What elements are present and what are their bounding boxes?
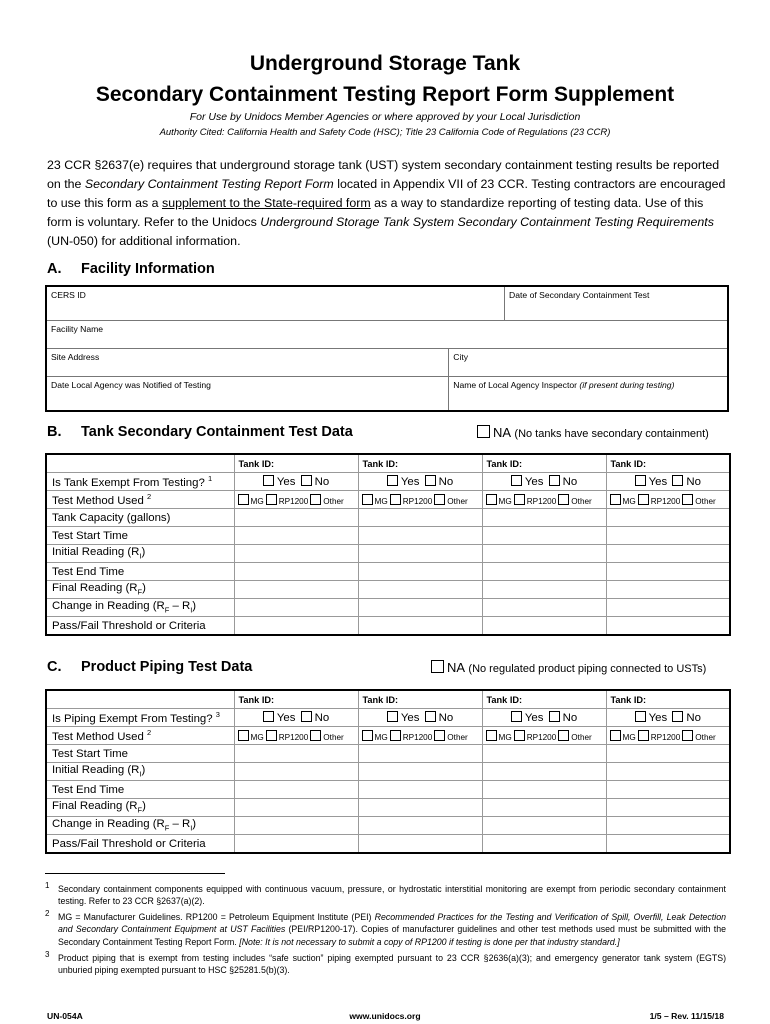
page-number: 1/5 – Rev. 11/15/18	[649, 1011, 724, 1021]
cers-id-field[interactable]: CERS ID	[46, 286, 505, 320]
tank-id-4[interactable]: Tank ID:	[606, 454, 730, 473]
city-field[interactable]: City	[449, 348, 728, 376]
row-label-capacity: Tank Capacity (gallons)	[46, 509, 234, 527]
row-label-start: Test Start Time	[46, 527, 234, 545]
input-cell[interactable]	[358, 581, 482, 599]
tank-id-4[interactable]: Tank ID:	[606, 690, 730, 709]
input-cell[interactable]	[234, 599, 358, 617]
method-cell[interactable]: MG RP1200 Other	[482, 491, 606, 509]
input-cell[interactable]	[234, 781, 358, 799]
input-cell[interactable]	[606, 599, 730, 617]
input-cell[interactable]	[482, 617, 606, 636]
footnote-2: 2 MG = Manufacturer Guidelines. RP1200 = Petroleum Equipment Institute (PEI) Recommended Practices for the Testing and Verification of Spill, Overfill, Leak Detection and Secondary Containment Equipment at UST Facilities (PEI/RP1200-17). Copies of manufacturer guidelines and other test methods used must be submitted with the Secondary Containment Testing Report Form. [Note: It is not necessary to submit a copy of RP1200 if testing is done per that industry standard.]	[45, 909, 726, 947]
na-checkbox[interactable]	[477, 425, 490, 438]
method-cell[interactable]: MG RP1200 Other	[358, 491, 482, 509]
input-cell[interactable]	[358, 817, 482, 835]
row-label-end: Test End Time	[46, 563, 234, 581]
yes-no-cell[interactable]: Yes No	[234, 473, 358, 491]
input-cell[interactable]	[606, 781, 730, 799]
facility-info-table	[45, 285, 729, 412]
facility-name-field[interactable]: Facility Name	[46, 320, 728, 348]
input-cell[interactable]	[358, 509, 482, 527]
form-id: UN-054A	[47, 1011, 83, 1021]
authority-cited: Authority Cited: California Health and Safety Code (HSC); Title 23 California Code of Regulations (23 CCR)	[159, 127, 611, 138]
tank-id-1[interactable]: Tank ID:	[234, 690, 358, 709]
row-label-exempt: Is Piping Exempt From Testing? $^3$	[46, 709, 234, 727]
section-b-na-option[interactable]: NA (No tanks have secondary containment)	[477, 425, 709, 440]
row-label-initial: Initial Reading $(R_I)$	[46, 545, 234, 563]
na-checkbox[interactable]	[431, 660, 444, 673]
input-cell[interactable]	[606, 617, 730, 636]
row-label-end: Test End Time	[46, 781, 234, 799]
yes-no-cell[interactable]: Yes No	[358, 709, 482, 727]
tank-id-1[interactable]: Tank ID:	[234, 454, 358, 473]
input-cell[interactable]	[482, 581, 606, 599]
input-cell[interactable]	[606, 799, 730, 817]
input-cell[interactable]	[482, 781, 606, 799]
piping-test-table	[45, 689, 731, 854]
input-cell[interactable]	[482, 563, 606, 581]
site-address-field[interactable]: Site Address	[46, 348, 449, 376]
website-link[interactable]: www.unidocs.org	[349, 1011, 421, 1021]
inspector-field[interactable]: Name of Local Agency Inspector (if present during testing)	[449, 376, 728, 411]
input-cell[interactable]	[234, 509, 358, 527]
intro-paragraph: 23 CCR §2637(e) requires that underground storage tank (UST) system secondary containment testing results be reported on the Secondary Containment Testing Report Form located in Appendix VII of 23 CCR. Testing contractors are encouraged to use this form as a supplement to the State-required form as a way to standardize reporting of testing data. Use of this form is voluntary. Refer to the Unidocs Underground Storage Tank System Secondary Containment Testing Requirements (UN-050) for additional information.	[47, 158, 726, 248]
input-cell[interactable]	[482, 763, 606, 781]
tank-id-2[interactable]: Tank ID:	[358, 454, 482, 473]
row-label-final: Final Reading $(R_F)$	[46, 581, 234, 599]
input-cell[interactable]	[358, 599, 482, 617]
input-cell[interactable]	[358, 835, 482, 854]
input-cell[interactable]	[234, 835, 358, 854]
method-cell[interactable]: MG RP1200 Other	[358, 727, 482, 745]
section-a-heading: A. Facility Information	[47, 261, 215, 277]
method-cell[interactable]: MG RP1200 Other	[482, 727, 606, 745]
input-cell[interactable]	[606, 509, 730, 527]
footnote-divider	[45, 873, 225, 874]
row-label-method: Test Method Used $^2$	[46, 491, 234, 509]
yes-no-cell[interactable]: Yes No	[358, 473, 482, 491]
input-cell[interactable]	[482, 817, 606, 835]
input-cell[interactable]	[234, 563, 358, 581]
input-cell[interactable]	[358, 545, 482, 563]
input-cell[interactable]	[482, 835, 606, 854]
notified-date-field[interactable]: Date Local Agency was Notified of Testing	[46, 376, 449, 411]
row-label-initial: Initial Reading $(R_I)$	[46, 763, 234, 781]
input-cell[interactable]	[606, 835, 730, 854]
section-c-heading: C. Product Piping Test Data	[47, 659, 253, 675]
yes-no-cell[interactable]: Yes No	[606, 709, 730, 727]
tank-id-2[interactable]: Tank ID:	[358, 690, 482, 709]
footnote-1: 1 Secondary containment components equipped with continuous vacuum, pressure, or hydrostatic interstitial monitoring are exempt from periodic secondary containment testing. Refer to 23 CCR §2637(a)(2).	[45, 881, 726, 907]
input-cell[interactable]	[482, 745, 606, 763]
row-label-exempt: Is Tank Exempt From Testing? $^1$	[46, 473, 234, 491]
input-cell[interactable]	[606, 745, 730, 763]
method-cell[interactable]: MG RP1200 Other	[606, 727, 730, 745]
input-cell[interactable]	[358, 617, 482, 636]
input-cell[interactable]	[606, 545, 730, 563]
input-cell[interactable]	[606, 817, 730, 835]
usage-note: For Use by Unidocs Member Agencies or where approved by your Local Jurisdiction	[189, 111, 581, 123]
yes-no-cell[interactable]: Yes No	[234, 709, 358, 727]
tank-test-table	[45, 453, 731, 636]
input-cell[interactable]	[358, 799, 482, 817]
input-cell[interactable]	[234, 745, 358, 763]
method-cell[interactable]: MG RP1200 Other	[606, 491, 730, 509]
row-label-start: Test Start Time	[46, 745, 234, 763]
yes-no-cell[interactable]: Yes No	[482, 473, 606, 491]
method-cell[interactable]: MG RP1200 Other	[234, 727, 358, 745]
row-label-final: Final Reading $(R_F)$	[46, 799, 234, 817]
row-label-threshold: Pass/Fail Threshold or Criteria	[46, 617, 234, 636]
footnote-3: 3 Product piping that is exempt from testing includes “safe suction” piping exempted pursuant to 23 CCR §2636(a)(3); and emergency generator tank system (EGTS) unburied piping exempted pursuant to HSC §25281.5(b)(3).	[45, 950, 726, 976]
input-cell[interactable]	[606, 527, 730, 545]
input-cell[interactable]	[234, 527, 358, 545]
input-cell[interactable]	[482, 509, 606, 527]
tank-id-3[interactable]: Tank ID:	[482, 454, 606, 473]
input-cell[interactable]	[606, 581, 730, 599]
tank-id-3[interactable]: Tank ID:	[482, 690, 606, 709]
input-cell[interactable]	[234, 545, 358, 563]
input-cell[interactable]	[482, 545, 606, 563]
row-label-method: Test Method Used $^2$	[46, 727, 234, 745]
input-cell[interactable]	[482, 599, 606, 617]
input-cell[interactable]	[606, 563, 730, 581]
row-label-change: Change in Reading $(R_F - R_I)$	[46, 599, 234, 617]
input-cell[interactable]	[358, 763, 482, 781]
input-cell[interactable]	[234, 763, 358, 781]
input-cell[interactable]	[358, 745, 482, 763]
input-cell[interactable]	[358, 527, 482, 545]
row-label-threshold: Pass/Fail Threshold or Criteria	[46, 835, 234, 854]
method-cell[interactable]: MG RP1200 Other	[234, 491, 358, 509]
section-b-heading: B. Tank Secondary Containment Test Data	[47, 424, 353, 440]
form-title: Underground Storage Tank	[249, 52, 521, 75]
input-cell[interactable]	[234, 581, 358, 599]
form-subtitle-title: Secondary Containment Testing Report Form Supplement	[95, 83, 675, 106]
input-cell[interactable]	[482, 799, 606, 817]
input-cell[interactable]	[234, 817, 358, 835]
row-label-change: Change in Reading $(R_F - R_I)$	[46, 817, 234, 835]
test-date-field[interactable]: Date of Secondary Containment Test	[505, 286, 728, 320]
input-cell[interactable]	[358, 563, 482, 581]
input-cell[interactable]	[234, 617, 358, 636]
yes-no-cell[interactable]: Yes No	[482, 709, 606, 727]
input-cell[interactable]	[606, 763, 730, 781]
yes-no-cell[interactable]: Yes No	[606, 473, 730, 491]
input-cell[interactable]	[358, 781, 482, 799]
section-c-na-option[interactable]: NA (No regulated product piping connected to USTs)	[431, 660, 706, 675]
input-cell[interactable]	[234, 799, 358, 817]
input-cell[interactable]	[482, 527, 606, 545]
